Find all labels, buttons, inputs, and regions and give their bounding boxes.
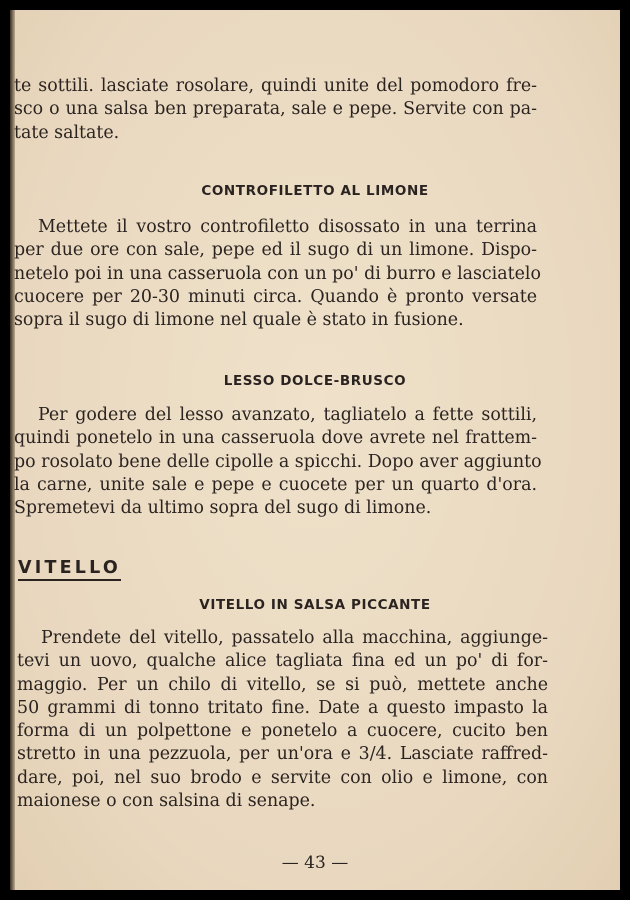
- text-line: Prendete del vitello, passatelo alla macchina, aggiunge-: [41, 628, 548, 648]
- text-line: Per godere del lesso avanzato, tagliatelo a fette sottili,: [38, 405, 537, 425]
- text-line: te sottili. lasciate rosolare, quindi unite del pomodoro fre-: [14, 76, 537, 96]
- text-line: Spremetevi da ultimo sopra del sugo di limone.: [14, 498, 432, 519]
- page-number: — 43 —: [281, 853, 349, 873]
- recipe-title: LESSO DOLCE-BRUSCO: [223, 373, 407, 389]
- continuation-paragraph: [14, 75, 537, 145]
- recipe-paragraph: [17, 627, 548, 813]
- text-line: sopra il sugo di limone nel quale è stato in fusione.: [14, 310, 464, 331]
- recipe-paragraph: [14, 404, 542, 520]
- text-line: sco o una salsa ben preparata, sale e pepe. Servite con pa-: [14, 99, 537, 120]
- text-line: maggio. Per un chilo di vitello, se si può, mettete anche: [17, 674, 548, 695]
- text-line: 50 grammi di tonno tritato fine. Date a questo impasto la: [17, 697, 548, 718]
- text-line: po rosolato bene delle cipolle a spicchi. Dopo aver aggiunto: [14, 451, 542, 472]
- text-line: stretto in una pezzuola, per un'ora e 3/4. Lasciate raffred-: [17, 744, 548, 765]
- text-line: maionese o con salsina di senape.: [17, 791, 316, 812]
- text-line: cuocere per 20-30 minuti circa. Quando è pronto versate: [14, 286, 537, 307]
- text-line: per due ore con sale, pepe ed il sugo di un limone. Dispo-: [14, 240, 537, 261]
- recipe-title: CONTROFILETTO AL LIMONE: [201, 183, 429, 199]
- text-line: Mettete il vostro controfiletto disossato in una terrina: [38, 217, 537, 237]
- text-line: tevi un uovo, qualche alice tagliata fina ed un po' di for-: [17, 651, 548, 672]
- text-line: dare, poi, nel suo brodo e servite con olio e limone, con: [17, 767, 548, 788]
- text-line: quindi ponetelo in una casseruola dove avrete nel frattem-: [14, 428, 537, 449]
- section-title: VITELLO: [18, 558, 121, 581]
- text-line: forma di un polpettone e ponetelo a cuocere, cucito ben: [17, 721, 548, 742]
- text-line: la carne, unite sale e pepe e cuocete per un quarto d'ora.: [14, 474, 537, 495]
- recipe-title: VITELLO IN SALSA PICCANTE: [199, 597, 431, 613]
- text-line: tate saltate.: [14, 122, 120, 143]
- text-line: netelo poi in una casseruola con un po' di burro e lasciatelo: [14, 263, 541, 284]
- recipe-paragraph: [14, 216, 541, 332]
